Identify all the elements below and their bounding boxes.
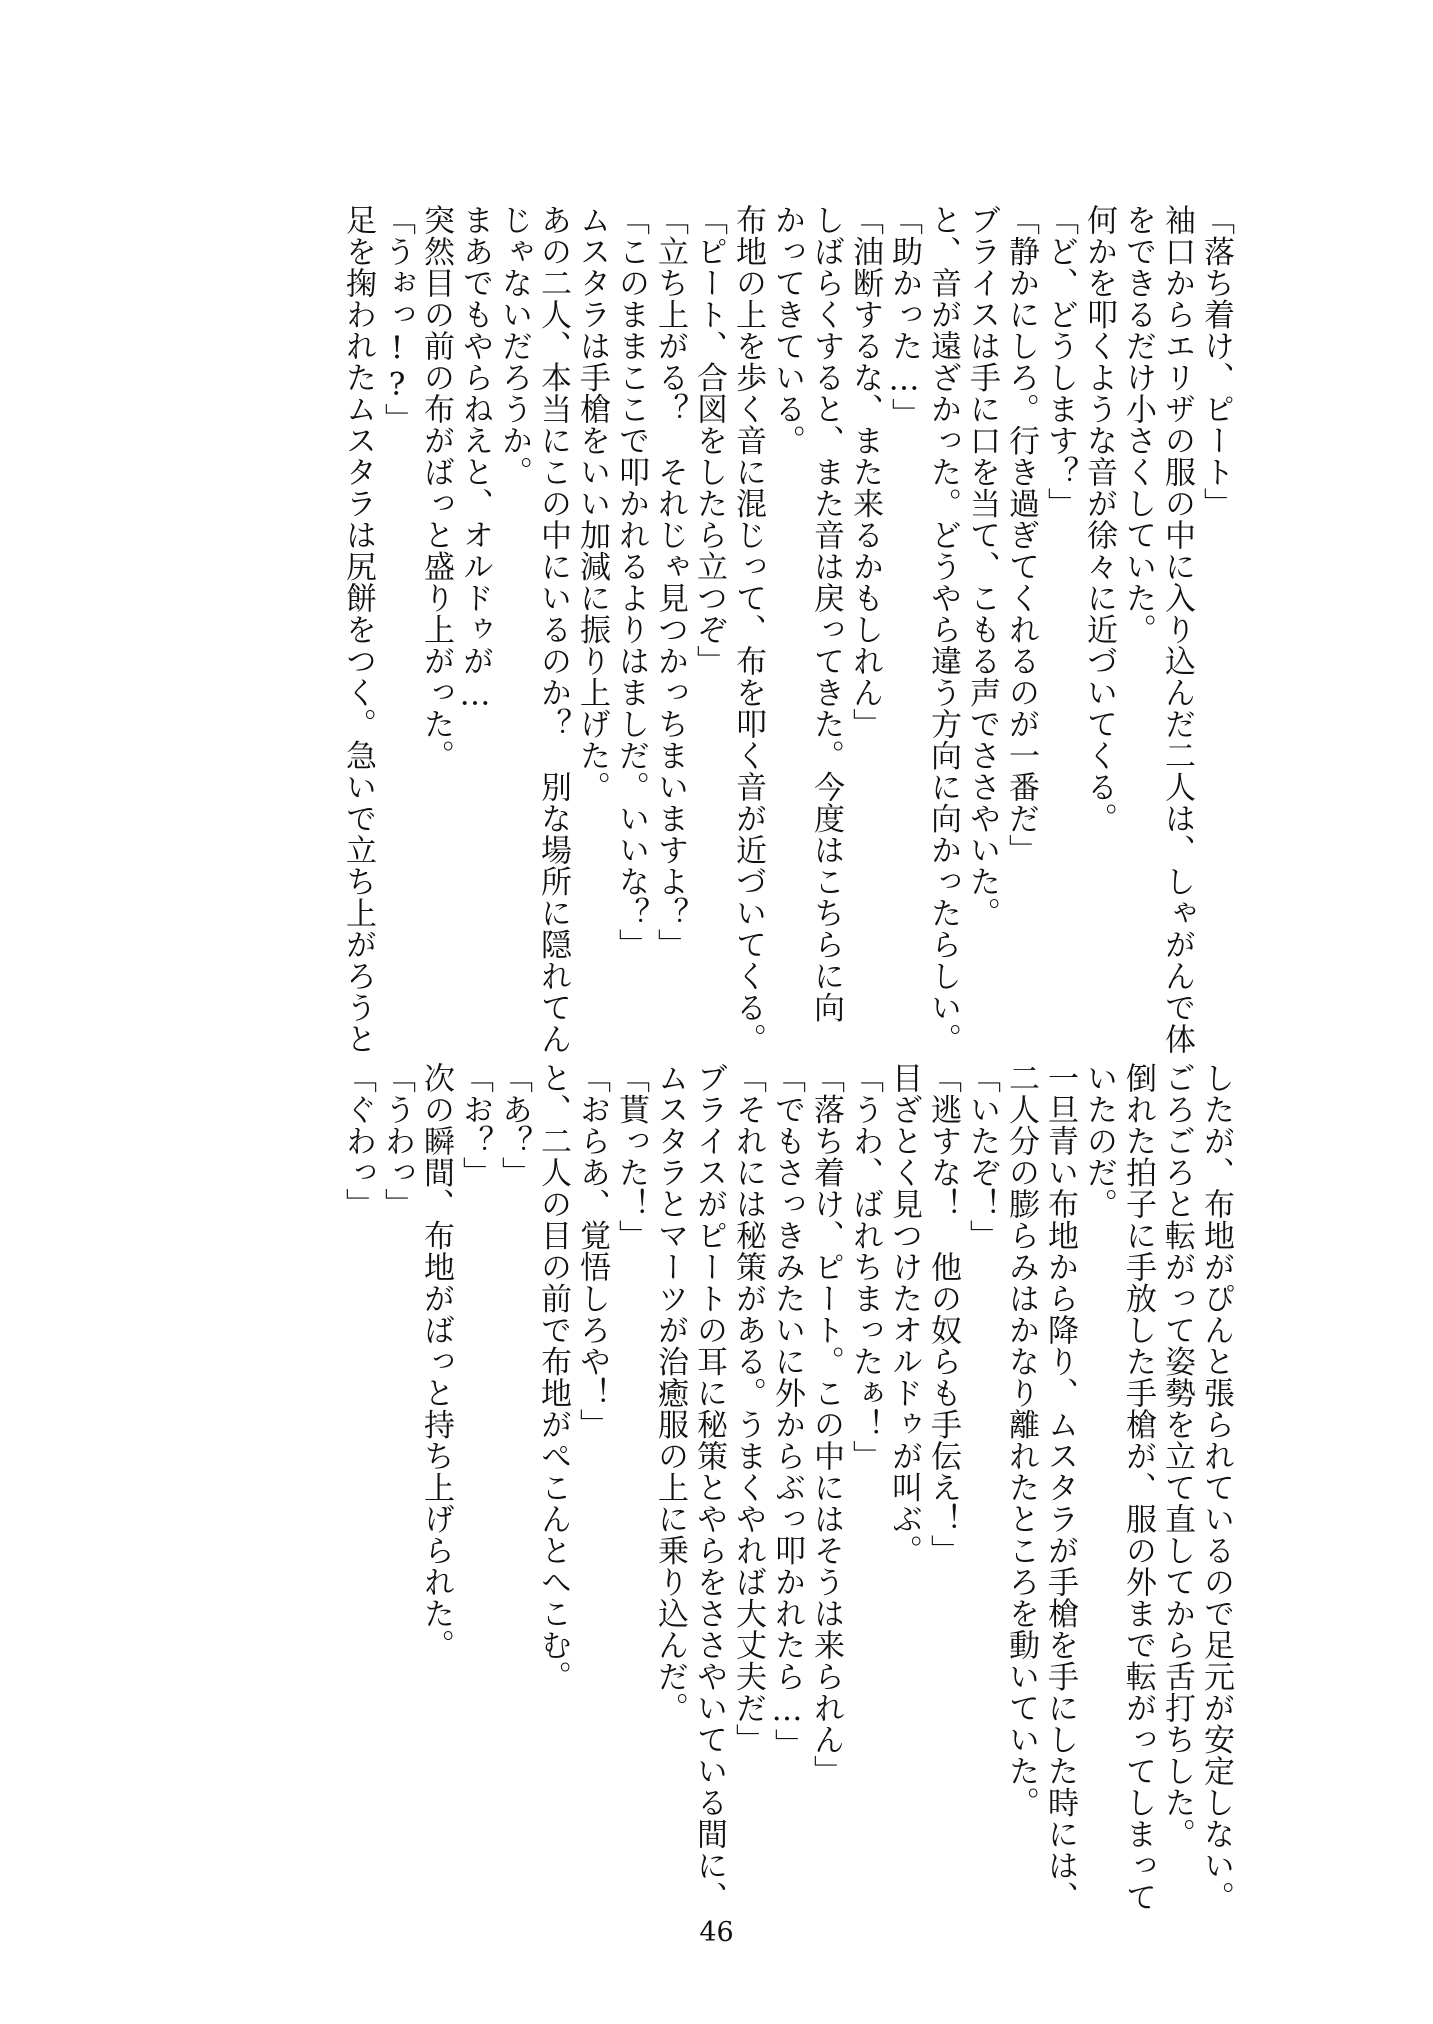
text-line: じゃないだろうか。 (496, 204, 532, 488)
text-line: 「貰った！」 (613, 1062, 649, 1251)
text-line: 「お？」 (457, 1062, 493, 1188)
text-line: 「落ち着け、ピート。この中にはそうは来られん」 (808, 1062, 844, 1787)
text-line: 次の瞬間、布地がばっと持ち上げられた。 (418, 1062, 454, 1661)
text-line: 袖口からエリザの服の中に入り込んだ二人は、しゃがんで体 (1159, 204, 1195, 1055)
text-line: 「ピート、合図をしたら立つぞ」 (691, 204, 727, 677)
text-line: と、音が遠ざかった。どうやら違う方向に向かったらしい。 (925, 204, 961, 1055)
text-line: 倒れた拍子に手放した手槍が、服の外まで転がってしまって (1120, 1062, 1156, 1913)
text-line: 何かを叩くような音が徐々に近づいてくる。 (1081, 204, 1117, 834)
text-line: いたのだ。 (1081, 1062, 1117, 1220)
text-line: 「ぐわっ」 (340, 1062, 376, 1220)
text-line: ムスタラとマーツが治癒服の上に乗り込んだ。 (652, 1062, 688, 1724)
page-number: 46 (699, 1917, 734, 1948)
text-line: 布地の上を歩く音に混じって、布を叩く音が近づいてくる。 (730, 204, 766, 1055)
text-line: 「うわっ」 (379, 1062, 415, 1220)
text-line: 「静かにしろ。行き過ぎてくれるのが一番だ」 (1003, 204, 1039, 866)
text-line: 「立ち上がる？ それじゃ見つかっちまいますよ？」 (652, 204, 688, 960)
text-line: したが、布地がぴんと張られているので足元が安定しない。 (1198, 1062, 1234, 1913)
text-column-lower (175, 1062, 1235, 1913)
text-line: 「うぉっ!?」 (379, 204, 415, 435)
text-line: と、二人の目の前で布地がぺこんとへこむ。 (535, 1062, 571, 1692)
text-line: 「それには秘策がある。うまくやれば大丈夫だ」 (730, 1062, 766, 1755)
text-line: 突然目の前の布がばっと盛り上がった。 (418, 204, 454, 771)
text-line: 「逃すな！ 他の奴らも手伝え！」 (925, 1062, 961, 1566)
text-line: まあでもやらねえと、オルドゥが… (457, 204, 493, 713)
text-line: をできるだけ小さくしていた。 (1120, 204, 1156, 645)
text-line: ごろごろと転がって姿勢を立て直してから舌打ちした。 (1159, 1062, 1195, 1850)
text-line: 「油断するな、また来るかもしれん」 (847, 204, 883, 740)
text-line: 「でもさっきみたいに外からぶっ叩かれたら…」 (769, 1062, 805, 1760)
text-line: 「いたぞ！」 (964, 1062, 1000, 1251)
text-column-upper (175, 204, 1235, 1055)
text-line: 「ど、どうします？」 (1042, 204, 1078, 519)
text-line: ブライスは手に口を当て、こもる声でささやいた。 (964, 204, 1000, 929)
text-line: かってきている。 (769, 204, 805, 456)
text-line: 足を掬われたムスタラは尻餅をつく。急いで立ち上がろうと (340, 204, 376, 1055)
text-line: しばらくすると、また音は戻ってきた。今度はこちらに向 (808, 204, 844, 1023)
text-line: 二人分の膨らみはかなり離れたところを動いていた。 (1003, 1062, 1039, 1818)
text-line: 「うわ、ばれちまったぁ！」 (847, 1062, 883, 1472)
text-line: ムスタラは手槍をいい加減に振り上げた。 (574, 204, 610, 803)
text-line: 「助かった…」 (886, 204, 922, 430)
text-line: 「このままここで叩かれるよりはましだ。いいな？」 (613, 204, 649, 960)
text-line: 目ざとく見つけたオルドゥが叫ぶ。 (886, 1062, 922, 1566)
text-line: 「落ち着け、ピート」 (1198, 204, 1234, 519)
text-line: 「おらあ、覚悟しろや！」 (574, 1062, 610, 1440)
text-line: あの二人、本当にこの中にいるのか？ 別な場所に隠れてん (535, 204, 571, 1055)
text-line: ブライスがピートの耳に秘策とやらをささやいている間に、 (691, 1062, 727, 1913)
text-line: 「あ？」 (496, 1062, 532, 1188)
text-line: 一旦青い布地から降り、ムスタラが手槍を手にした時には、 (1042, 1062, 1078, 1913)
